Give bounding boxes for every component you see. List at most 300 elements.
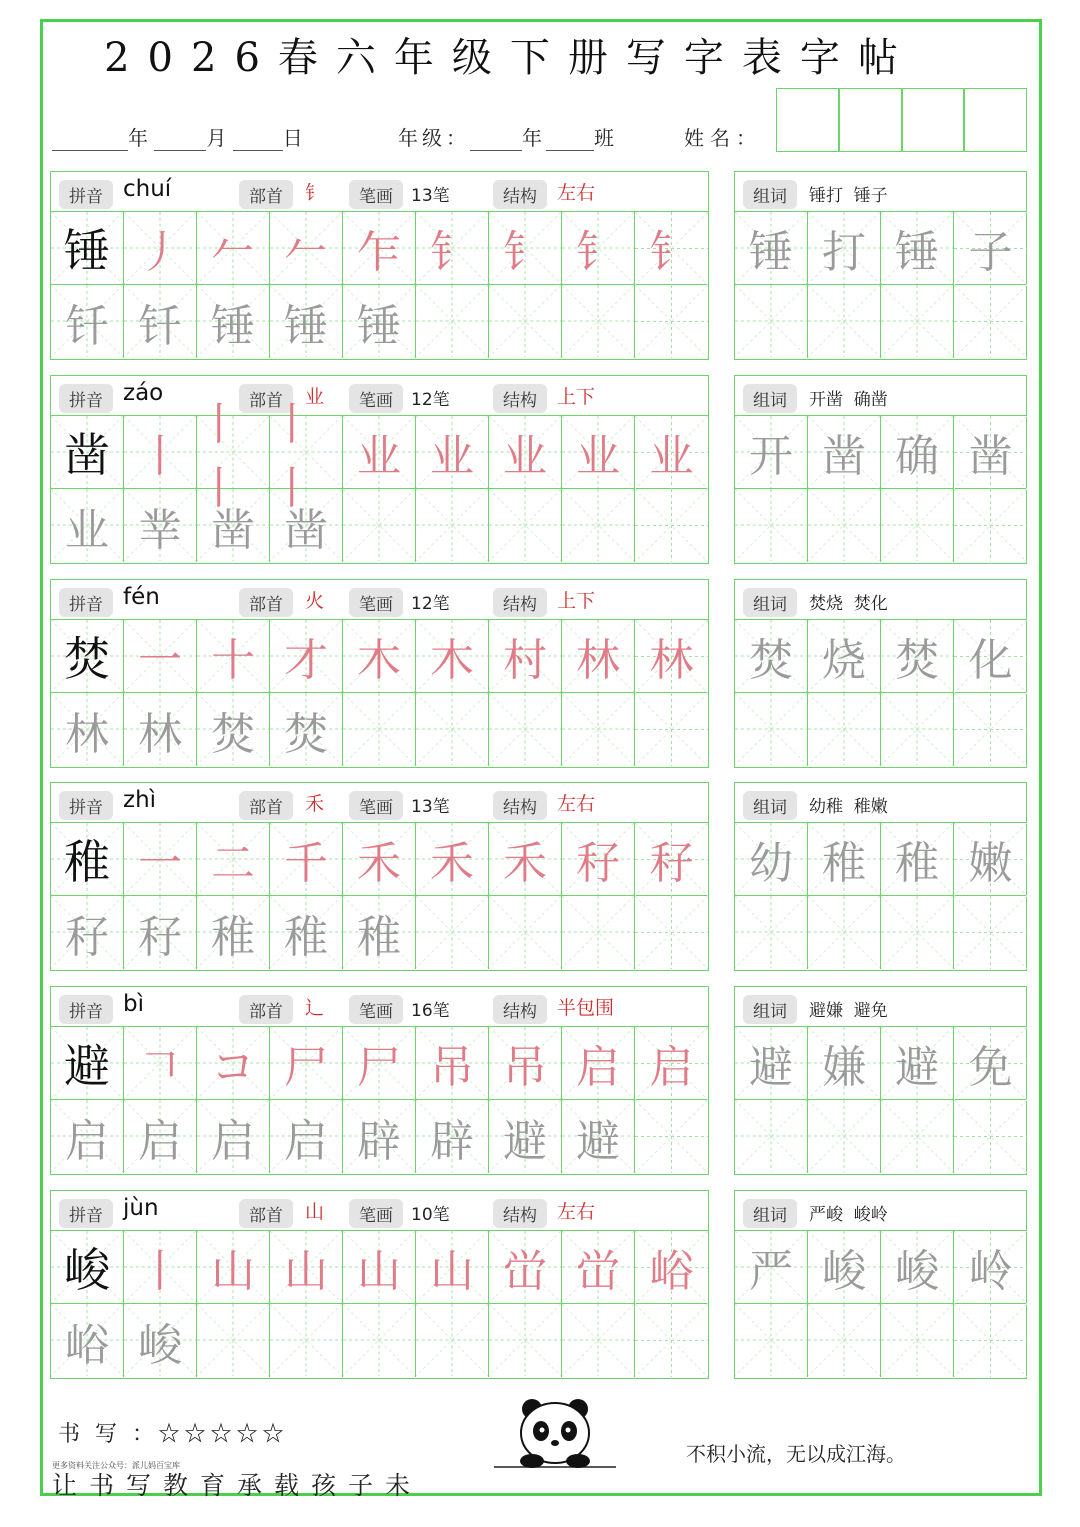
words-bar: [735, 580, 1026, 620]
practice-cell[interactable]: [124, 693, 197, 766]
word-char-cell: [808, 620, 881, 693]
practice-cell[interactable]: [197, 489, 270, 562]
word-practice-cell[interactable]: [735, 1304, 808, 1377]
writing-rating: 书 写 ：☆☆☆☆☆: [58, 1422, 288, 1447]
word-char: 避: [749, 1042, 793, 1093]
word-practice-cell[interactable]: [954, 1304, 1027, 1377]
main-char: [51, 1027, 124, 1100]
word-practice-cell[interactable]: [808, 1100, 881, 1173]
stroke-step-cell: [343, 416, 416, 489]
practice-cell[interactable]: [416, 285, 489, 358]
practice-char: 避: [503, 1115, 547, 1167]
stroke-step: 禾: [357, 838, 401, 889]
stroke-step-cell: [562, 1231, 635, 1304]
stroke-step: 峃: [576, 1246, 620, 1297]
practice-char: 启: [284, 1115, 328, 1167]
strokes-value: 13笔: [411, 797, 450, 817]
word-practice-cell[interactable]: [808, 285, 881, 358]
practice-cell[interactable]: [270, 1304, 343, 1377]
practice-cell[interactable]: [489, 285, 562, 358]
stroke-step: 才: [284, 635, 328, 686]
practice-char: 凿: [284, 504, 328, 556]
stroke-step: 钅: [576, 227, 620, 278]
structure-value: 半包围: [557, 997, 615, 1019]
radical-value: 山: [305, 1201, 325, 1223]
info-bar: [51, 172, 708, 212]
stroke-step: 业: [430, 431, 474, 482]
structure-value: 左右: [557, 793, 596, 815]
stroke-step-cell: [270, 212, 343, 285]
practice-cell[interactable]: [51, 285, 124, 358]
main-char-glyph: 凿: [64, 428, 110, 482]
word-char: 烧: [822, 635, 866, 686]
structure-label: 结构: [493, 1199, 547, 1228]
practice-cell[interactable]: [270, 1100, 343, 1173]
radical-label: 部首: [239, 1199, 293, 1228]
words-value: 严峻 峻岭: [809, 1205, 888, 1225]
practice-cell[interactable]: [343, 489, 416, 562]
words-value: 避嫌 避免: [809, 1001, 888, 1021]
words-bar: [735, 783, 1026, 823]
word-practice-cell[interactable]: [808, 693, 881, 766]
structure-label: 结构: [493, 791, 547, 820]
word-practice-cell[interactable]: [954, 693, 1027, 766]
stroke-step-cell: [124, 620, 197, 693]
practice-cell[interactable]: [343, 1304, 416, 1377]
practice-cell[interactable]: [562, 1100, 635, 1173]
stroke-step-cell: [416, 416, 489, 489]
word-practice-cell[interactable]: [735, 285, 808, 358]
word-practice-cell[interactable]: [735, 489, 808, 562]
date-row: [52, 122, 303, 151]
word-char-cell: [808, 1027, 881, 1100]
word-practice-cell[interactable]: [808, 1304, 881, 1377]
practice-cell[interactable]: [635, 285, 708, 358]
stroke-step: 业: [503, 431, 547, 482]
practice-cell[interactable]: [124, 1100, 197, 1173]
word-char: 严: [749, 1246, 793, 1297]
strokes-value: 12笔: [411, 390, 450, 410]
stroke-step-cell: [270, 399, 343, 514]
stroke-grid: [51, 1231, 708, 1377]
word-char-cell: [881, 620, 954, 693]
word-char: 打: [822, 227, 866, 278]
stroke-step-cell: [124, 1027, 197, 1100]
practice-cell[interactable]: [562, 489, 635, 562]
pinyin-value: záo: [123, 380, 164, 406]
stroke-step-cell: [489, 620, 562, 693]
word-char-cell: [954, 620, 1027, 693]
structure-label: 结构: [493, 995, 547, 1024]
grade-row: [398, 122, 618, 151]
practice-cell[interactable]: [416, 489, 489, 562]
word-char: 免: [968, 1042, 1013, 1093]
practice-cell[interactable]: [562, 693, 635, 766]
radical-value: 火: [305, 590, 325, 612]
practice-char: 稚: [211, 911, 255, 963]
words-block: [734, 782, 1027, 971]
stroke-step-cell: [270, 823, 343, 896]
practice-cell[interactable]: [416, 1304, 489, 1377]
stroke-step-cell: [635, 620, 708, 693]
main-char: [51, 212, 124, 285]
word-char-cell: [735, 416, 808, 489]
practice-cell[interactable]: [562, 285, 635, 358]
stroke-step-cell: [489, 416, 562, 489]
practice-char: 启: [211, 1115, 255, 1167]
practice-cell[interactable]: [416, 1100, 489, 1173]
info-bar: [51, 1191, 708, 1231]
practice-cell[interactable]: [416, 693, 489, 766]
practice-cell[interactable]: [489, 489, 562, 562]
practice-cell[interactable]: [562, 896, 635, 969]
pinyin-label: 拼音: [59, 588, 113, 617]
practice-cell[interactable]: [124, 285, 197, 358]
name-label: 姓名：: [684, 126, 762, 150]
stroke-step: 千: [284, 838, 328, 889]
structure-value: 左右: [557, 182, 596, 204]
word-char: 稚: [822, 838, 866, 889]
stroke-step: 启: [649, 1042, 694, 1093]
stroke-step: 二: [211, 838, 255, 889]
word-practice-cell[interactable]: [808, 489, 881, 562]
word-char-cell: [954, 823, 1027, 896]
main-char: [51, 1231, 124, 1304]
structure-value: 上下: [557, 590, 596, 612]
radical-label: 部首: [239, 588, 293, 617]
words-grid: [735, 620, 1027, 766]
day-label: 日: [282, 126, 303, 150]
word-char: 子: [968, 227, 1013, 278]
word-char-cell: [808, 212, 881, 285]
words-value: 开凿 确凿: [809, 390, 888, 410]
structure-value: 上下: [557, 386, 596, 408]
main-char-glyph: 避: [64, 1039, 110, 1093]
stroke-step: 尸: [357, 1042, 401, 1093]
practice-char: 焚: [284, 708, 328, 760]
word-char: 锤: [895, 227, 939, 278]
practice-char: 林: [138, 708, 182, 760]
stroke-grid: [51, 620, 708, 766]
practice-char: 凿: [211, 504, 255, 556]
stroke-step: 钅: [649, 227, 694, 278]
word-practice-cell[interactable]: [954, 896, 1027, 969]
stroke-step: 启: [576, 1042, 620, 1093]
practice-cell[interactable]: [197, 1304, 270, 1377]
word-char: 确: [895, 431, 939, 482]
word-char-cell: [881, 823, 954, 896]
year-label: 年: [128, 126, 148, 150]
word-char-cell: [881, 212, 954, 285]
char-block: [50, 171, 709, 360]
practice-cell[interactable]: [489, 693, 562, 766]
practice-cell[interactable]: [270, 693, 343, 766]
practice-cell[interactable]: [270, 285, 343, 358]
panda-icon: [494, 1395, 616, 1471]
main-char-glyph: 焚: [64, 632, 110, 686]
grade-label: 年级：: [398, 126, 470, 150]
practice-char: 锤: [357, 300, 401, 352]
stroke-step: 丨: [138, 1246, 182, 1297]
main-char: [51, 620, 124, 693]
practice-cell[interactable]: [635, 693, 708, 766]
practice-cell[interactable]: [635, 489, 708, 562]
word-char-cell: [808, 416, 881, 489]
char-block: [50, 375, 709, 564]
words-label: 组词: [743, 588, 797, 617]
strokes-label: 笔画: [349, 995, 403, 1024]
strokes-label: 笔画: [349, 588, 403, 617]
stroke-step: 尸: [284, 1042, 328, 1093]
stroke-step-cell: [343, 212, 416, 285]
practice-char: 峻: [138, 1319, 182, 1371]
stroke-step-cell: [562, 212, 635, 285]
words-value: 焚烧 焚化: [809, 594, 888, 614]
stroke-step: 村: [503, 635, 547, 686]
pinyin-label: 拼音: [59, 180, 113, 209]
stroke-step-cell: [635, 1231, 708, 1304]
words-grid: [735, 1231, 1027, 1377]
practice-char: 秄: [138, 911, 182, 963]
practice-cell[interactable]: [124, 896, 197, 969]
stroke-step-cell: [489, 212, 562, 285]
stroke-step: 山: [430, 1246, 474, 1297]
stroke-step: 丨丨: [270, 399, 314, 514]
stroke-step: コ: [211, 1042, 255, 1093]
radical-value: 业: [305, 386, 325, 408]
practice-cell[interactable]: [51, 1100, 124, 1173]
stroke-step: 禾: [430, 838, 474, 889]
stroke-step-cell: [197, 1027, 270, 1100]
word-char-cell: [735, 1231, 808, 1304]
word-practice-cell[interactable]: [954, 1100, 1027, 1173]
stroke-step-cell: [489, 1231, 562, 1304]
strokes-label: 笔画: [349, 791, 403, 820]
practice-cell[interactable]: [197, 285, 270, 358]
words-bar: [735, 376, 1026, 416]
footer-motto: 让书写教育承载孩子未: [52, 1471, 423, 1500]
strokes-value: 16笔: [411, 1001, 450, 1021]
word-practice-cell[interactable]: [735, 896, 808, 969]
stroke-step: 丨丨: [197, 399, 241, 514]
word-char: 避: [895, 1042, 939, 1093]
word-char: 幼: [749, 838, 793, 889]
practice-cell[interactable]: [270, 489, 343, 562]
pinyin-value: zhì: [123, 787, 157, 813]
stroke-step-cell: [124, 823, 197, 896]
word-char-cell: [954, 1231, 1027, 1304]
practice-char: 稚: [284, 911, 328, 963]
practice-cell[interactable]: [343, 693, 416, 766]
structure-label: 结构: [493, 588, 547, 617]
word-practice-cell[interactable]: [881, 693, 954, 766]
stroke-step-cell: [635, 823, 708, 896]
stroke-step-cell: [635, 416, 708, 489]
char-block: [50, 986, 709, 1175]
stroke-step-cell: [489, 1027, 562, 1100]
stroke-step-cell: [197, 620, 270, 693]
stroke-step: 木: [357, 635, 401, 686]
word-practice-cell[interactable]: [954, 285, 1027, 358]
practice-cell[interactable]: [416, 896, 489, 969]
char-block: [50, 579, 709, 768]
practice-cell[interactable]: [270, 896, 343, 969]
practice-char: 林: [65, 708, 109, 760]
words-grid: [735, 212, 1027, 358]
word-char: 焚: [895, 635, 939, 686]
stroke-step: 秄: [649, 838, 694, 889]
stroke-step-cell: [197, 823, 270, 896]
word-char-cell: [735, 212, 808, 285]
practice-cell[interactable]: [343, 285, 416, 358]
page-title: 2026春六年级下册写字表字帖: [104, 35, 916, 81]
word-char-cell: [735, 823, 808, 896]
word-practice-cell[interactable]: [954, 489, 1027, 562]
words-value: 锤打 锤子: [809, 186, 888, 206]
stroke-step: 业: [649, 431, 694, 482]
words-grid: [735, 1027, 1027, 1173]
word-practice-cell[interactable]: [808, 896, 881, 969]
name-boxes[interactable]: [776, 88, 1027, 152]
stroke-step-cell: [635, 1027, 708, 1100]
word-practice-cell[interactable]: [881, 489, 954, 562]
stroke-grid: [51, 212, 708, 358]
structure-label: 结构: [493, 180, 547, 209]
stroke-step: 禾: [503, 838, 547, 889]
stroke-step: 秄: [576, 838, 620, 889]
pinyin-label: 拼音: [59, 995, 113, 1024]
stroke-step-cell: [416, 1231, 489, 1304]
practice-cell[interactable]: [124, 489, 197, 562]
practice-cell[interactable]: [562, 1304, 635, 1377]
stroke-step-cell: [562, 823, 635, 896]
stroke-step-cell: [562, 620, 635, 693]
word-char: 峻: [895, 1246, 939, 1297]
stroke-step: 业: [357, 431, 401, 482]
word-char: 嫩: [968, 838, 1013, 889]
stroke-step: 一: [138, 635, 182, 686]
practice-cell[interactable]: [51, 1304, 124, 1377]
word-char: 开: [749, 431, 793, 482]
practice-cell[interactable]: [635, 896, 708, 969]
month-label: 月: [206, 126, 227, 150]
class-label: 班: [594, 126, 618, 150]
words-grid: [735, 416, 1027, 562]
words-grid: [735, 823, 1027, 969]
practice-char: 钎: [65, 300, 109, 352]
words-label: 组词: [743, 180, 797, 209]
practice-cell[interactable]: [124, 1304, 197, 1377]
footer-quote: 不积小流，无以成江海。: [686, 1442, 906, 1466]
main-char-glyph: 峻: [64, 1243, 110, 1297]
word-char-cell: [735, 1027, 808, 1100]
word-practice-cell[interactable]: [735, 693, 808, 766]
word-char: 稚: [895, 838, 939, 889]
word-practice-cell[interactable]: [881, 1304, 954, 1377]
word-practice-cell[interactable]: [735, 1100, 808, 1173]
words-label: 组词: [743, 995, 797, 1024]
practice-cell[interactable]: [489, 1304, 562, 1377]
word-char-cell: [808, 1231, 881, 1304]
stroke-step-cell: [270, 620, 343, 693]
practice-char: 辟: [430, 1115, 474, 1167]
stroke-step-cell: [562, 1027, 635, 1100]
practice-char: 启: [65, 1115, 109, 1167]
info-bar: [51, 580, 708, 620]
stroke-step-cell: [343, 620, 416, 693]
practice-cell[interactable]: [635, 1304, 708, 1377]
practice-cell[interactable]: [489, 896, 562, 969]
practice-cell[interactable]: [197, 896, 270, 969]
stroke-step-cell: [416, 212, 489, 285]
main-char-glyph: 稚: [64, 835, 110, 889]
stroke-step: 林: [649, 635, 694, 686]
practice-cell[interactable]: [343, 896, 416, 969]
practice-char: 避: [576, 1115, 620, 1167]
word-char-cell: [808, 823, 881, 896]
char-block: [50, 782, 709, 971]
practice-char: 锤: [284, 300, 328, 352]
stroke-step: 木: [430, 635, 474, 686]
stroke-step-cell: [197, 1231, 270, 1304]
stroke-step: 丿: [138, 227, 182, 278]
practice-char: 钎: [138, 300, 182, 352]
practice-char: 锤: [211, 300, 255, 352]
pinyin-value: jùn: [123, 1195, 159, 1221]
stroke-step-cell: [343, 823, 416, 896]
practice-cell[interactable]: [51, 489, 124, 562]
stroke-step: 业: [576, 431, 620, 482]
pinyin-label: 拼音: [59, 384, 113, 413]
word-char: 锤: [749, 227, 793, 278]
stroke-step: 林: [576, 635, 620, 686]
word-char: 焚: [749, 635, 793, 686]
pinyin-value: chuí: [123, 176, 172, 202]
words-bar: [735, 1191, 1026, 1231]
words-block: [734, 1190, 1027, 1379]
info-bar: [51, 783, 708, 823]
practice-cell[interactable]: [635, 1100, 708, 1173]
stroke-step-cell: [343, 1231, 416, 1304]
practice-cell[interactable]: [197, 693, 270, 766]
stroke-grid: [51, 1027, 708, 1173]
stroke-step: 钅: [503, 227, 547, 278]
practice-cell[interactable]: [51, 896, 124, 969]
stroke-step: 丨: [138, 431, 182, 482]
word-practice-cell[interactable]: [881, 285, 954, 358]
stroke-step-cell: [124, 1231, 197, 1304]
stroke-step-cell: [270, 1231, 343, 1304]
stroke-step: 乍: [357, 227, 401, 278]
stroke-step: 山: [284, 1246, 328, 1297]
words-block: [734, 375, 1027, 564]
practice-cell[interactable]: [489, 1100, 562, 1173]
practice-cell[interactable]: [51, 693, 124, 766]
word-practice-cell[interactable]: [881, 1100, 954, 1173]
radical-label: 部首: [239, 995, 293, 1024]
practice-cell[interactable]: [197, 1100, 270, 1173]
radical-label: 部首: [239, 180, 293, 209]
stroke-step: 吊: [503, 1042, 547, 1093]
footer-note: 更多资料关注公众号：派儿妈百宝库: [52, 1461, 180, 1470]
word-practice-cell[interactable]: [881, 896, 954, 969]
practice-cell[interactable]: [343, 1100, 416, 1173]
pinyin-label: 拼音: [59, 1199, 113, 1228]
stroke-step-cell: [562, 416, 635, 489]
words-bar: [735, 172, 1026, 212]
word-char: 嫌: [822, 1042, 866, 1093]
stroke-step-cell: [197, 399, 270, 514]
